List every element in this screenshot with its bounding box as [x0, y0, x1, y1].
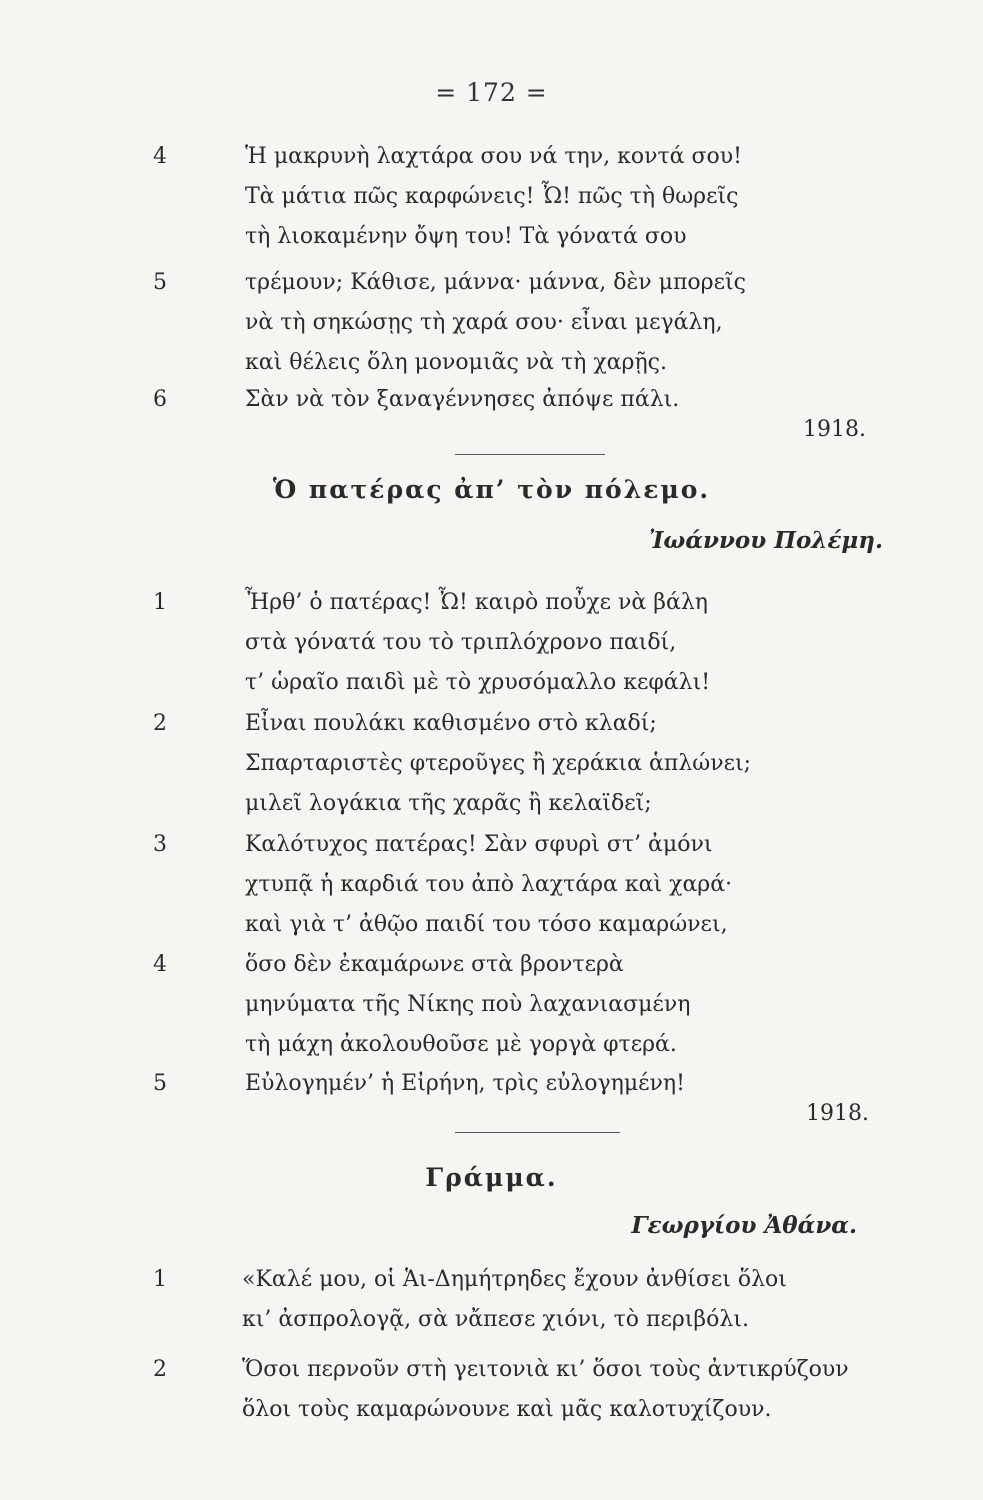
verse-line: Εὐλογημέν’ ἡ Εἰρήνη, τρὶς εὐλογημένη! [245, 1071, 685, 1096]
stanza-lines [245, 137, 742, 257]
page-number: = 172 = [435, 78, 548, 107]
poem2-title: Ὁ πατέρας ἀπ’ τὸν πόλεμο. [272, 475, 711, 504]
stanza-lines [245, 380, 679, 420]
poem2-year: 1918. [806, 1101, 869, 1126]
verse-line: Ὅσοι περνοῦν στὴ γειτονιὰ κι’ ὅσοι τοὺς ἀντικρύζουν [242, 1357, 849, 1382]
stanza-number: 2 [153, 711, 167, 736]
verse-line: «Καλέ μου, οἱ Ἁι-Δημήτρηδες ἔχουν ἀνθίσει ὅλοι [242, 1267, 787, 1292]
verse-line: καὶ γιὰ τ’ ἀθῷο παιδί του τόσο καμαρώνει, [245, 912, 728, 937]
stanza-lines [245, 945, 690, 1065]
stanza-lines [242, 1260, 787, 1340]
stanza-number: 6 [153, 387, 167, 412]
verse-line: ὅλοι τοὺς καμαρώνουνε καὶ μᾶς καλοτυχίζουν. [242, 1397, 772, 1422]
poem1-year: 1918. [803, 417, 866, 442]
stanza-number: 1 [153, 1267, 167, 1292]
stanza-number: 4 [153, 952, 167, 977]
verse-line: μιλεῖ λογάκια τῆς χαρᾶς ἢ κελαϊδεῖ; [245, 791, 652, 816]
verse-line: Καλότυχος πατέρας! Σὰν σφυρὶ στ’ ἀμόνι [245, 832, 713, 857]
verse-line: μηνύματα τῆς Νίκης ποὺ λαχανιασμένη [245, 992, 691, 1017]
verse-line: τ’ ὡραῖο παιδὶ μὲ τὸ χρυσόμαλλο κεφάλι! [245, 670, 711, 695]
stanza-number: 5 [153, 1071, 167, 1096]
verse-line: τὴ λιοκαμένην ὄψη του! Τὰ γόνατά σου [245, 224, 687, 249]
stanza-lines [245, 825, 732, 945]
stanza-number: 2 [153, 1357, 167, 1382]
stanza-number: 5 [153, 270, 167, 295]
verse-line: τρέμουν; Κάθισε, μάννα· μάννα, δὲν μπορεῖς [245, 270, 746, 295]
stanza-number: 1 [153, 590, 167, 615]
poem2-author: Ἰωάννου Πολέμη. [648, 527, 883, 554]
poem3-author: Γεωργίου Ἀθάνα. [631, 1212, 857, 1239]
stanza-lines [245, 263, 746, 383]
verse-line: νὰ τὴ σηκώσῃς τὴ χαρά σου· εἶναι μεγάλη, [245, 310, 723, 335]
verse-line: Ἦρθ’ ὁ πατέρας! Ὦ! καιρὸ ποὖχε νὰ βάλη [245, 590, 708, 615]
verse-line: Τὰ μάτια πῶς καρφώνεις! Ὦ! πῶς τὴ θωρεῖς [245, 184, 739, 209]
stanza-lines [245, 583, 710, 703]
section-divider [455, 454, 605, 455]
verse-line: ὅσο δὲν ἐκαμάρωνε στὰ βροντερὰ [245, 952, 624, 977]
stanza-number: 3 [153, 832, 167, 857]
verse-line: Σπαρταριστὲς φτεροῦγες ἢ χεράκια ἁπλώνει; [245, 751, 752, 776]
stanza-lines [242, 1350, 849, 1430]
verse-line: καὶ θέλεις ὅλη μονομιᾶς νὰ τὴ χαρῇς. [245, 350, 667, 375]
stanza-lines [245, 704, 751, 824]
verse-line: κι’ ἀσπρολογᾷ, σὰ νἄπεσε χιόνι, τὸ περιβόλι. [242, 1307, 749, 1332]
verse-line: Εἶναι πουλάκι καθισμένο στὸ κλαδί; [245, 711, 657, 736]
verse-line: στὰ γόνατά του τὸ τριπλόχρονο παιδί, [245, 630, 677, 655]
verse-line: Ἡ μακρυνὴ λαχτάρα σου νά την, κοντά σου! [245, 144, 742, 169]
verse-line: Σὰν νὰ τὸν ξαναγέννησες ἀπόψε πάλι. [245, 387, 680, 412]
stanza-lines [245, 1064, 685, 1104]
poem3-title: Γράμμα. [425, 1163, 558, 1192]
stanza-number: 4 [153, 144, 167, 169]
verse-line: τὴ μάχη ἀκολουθοῦσε μὲ γοργὰ φτερά. [245, 1032, 677, 1057]
verse-line: χτυπᾷ ἡ καρδιά του ἀπὸ λαχτάρα καὶ χαρά· [245, 872, 733, 897]
section-divider [455, 1132, 620, 1133]
